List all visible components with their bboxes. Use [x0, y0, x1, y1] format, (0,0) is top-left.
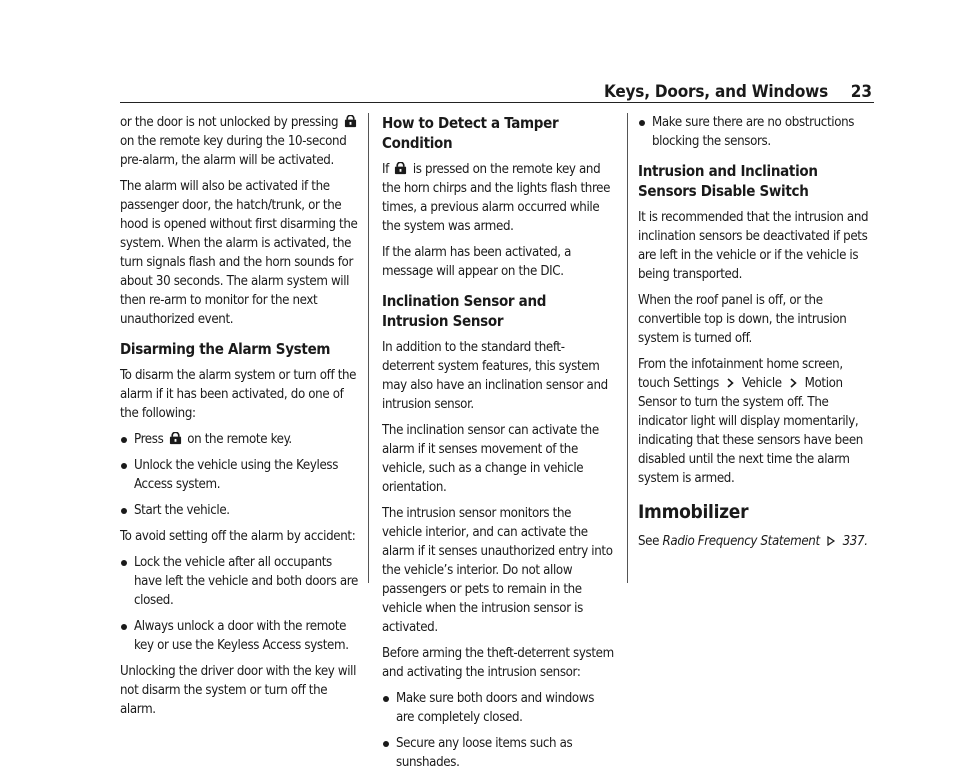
heading-immobilizer: Immobilizer — [638, 501, 749, 523]
paragraph: To disarm the alarm system or turn off the alarm if it has been activated, do one of the following: — [120, 368, 357, 421]
list-item: Secure any loose items such as sunshades. — [382, 734, 614, 772]
column-2 — [382, 113, 614, 779]
column-divider — [627, 113, 628, 583]
chevron-right-icon — [725, 378, 735, 388]
list-item-text: Press — [134, 432, 164, 447]
paragraph-text: on the remote key during the 10-second pre-alarm, the alarm will be activated. — [120, 134, 347, 168]
paragraph: In addition to the standard theft-deterrent system features, this system may also have an inclination sensor and intrusion sensor. — [382, 340, 608, 412]
lock-icon — [344, 115, 357, 128]
list-item-text: on the remote key. — [187, 432, 292, 447]
paragraph-text: If — [382, 162, 389, 177]
paragraph: If the alarm has been activated, a message will appear on the DIC. — [382, 245, 572, 279]
paragraph — [638, 355, 874, 488]
page-header — [120, 80, 874, 104]
heading-sensors-disable-switch: Intrusion and Inclination Sensors Disable Switch — [638, 162, 818, 200]
lock-icon — [394, 162, 407, 175]
column-1 — [120, 113, 360, 726]
chevron-right-icon — [788, 378, 798, 388]
heading-tamper-condition: How to Detect a Tamper Condition — [382, 114, 559, 152]
paragraph: Unlocking the driver door with the key will not disarm the system or turn off the alarm. — [120, 664, 357, 717]
lock-icon — [169, 432, 182, 445]
page-reference-icon — [826, 536, 836, 546]
reference-link[interactable]: Radio Frequency Statement — [662, 534, 820, 549]
paragraph-text: Vehicle — [741, 376, 782, 391]
paragraph: When the roof panel is off, or the convertible top is down, the intrusion system is turned off. — [638, 293, 847, 346]
list-item: Always unlock a door with the remote key or use the Keyless Access system. — [120, 617, 360, 655]
heading-disarming-alarm: Disarming the Alarm System — [120, 340, 331, 358]
reference-page-number[interactable]: 337. — [842, 534, 868, 549]
section-title: Keys, Doors, and Windows — [603, 82, 828, 102]
paragraph: The intrusion sensor monitors the vehicle interior, and can activate the alarm if it senses unauthorized entry into the vehicle’s interior. Do not allow passengers or pets to remain in the vehicle when the intrusion sensor is activated. — [382, 506, 613, 635]
list-item — [120, 430, 360, 449]
list-item: Make sure there are no obstructions blocking the sensors. — [638, 113, 874, 151]
paragraph-text: is pressed on the remote key and the horn chirps and the lights flash three times, a previous alarm occurred while the system was armed. — [382, 162, 611, 234]
paragraph: The inclination sensor can activate the alarm if it senses movement of the vehicle, such as a change in vehicle orientation. — [382, 423, 599, 495]
see-label: See — [638, 534, 660, 549]
paragraph: It is recommended that the intrusion and inclination sensors be deactivated if pets are left in the vehicle or if the vehicle is being transported. — [638, 210, 869, 282]
header-rule — [120, 102, 874, 103]
list-item: Lock the vehicle after all occupants have left the vehicle and both doors are closed. — [120, 553, 360, 610]
paragraph-text: Motion Sensor to turn the system off. The indicator light will display momentarily, indicating that these sensors have been disabled until the next time the alarm system is armed. — [638, 376, 863, 486]
paragraph: To avoid setting off the alarm by accident: — [120, 529, 356, 544]
list-item: Make sure both doors and windows are completely closed. — [382, 689, 614, 727]
list-item: Start the vehicle. — [120, 501, 360, 520]
cross-reference — [638, 532, 874, 551]
page-number: 23 — [850, 82, 872, 102]
paragraph-text: or the door is not unlocked by pressing — [120, 115, 339, 130]
column-divider — [368, 113, 369, 583]
column-3 — [638, 113, 874, 558]
paragraph — [120, 113, 360, 170]
paragraph: Before arming the theft-deterrent system and activating the intrusion sensor: — [382, 646, 614, 680]
paragraph-text: From the infotainment home screen, touch Settings — [638, 357, 843, 391]
list-item: Unlock the vehicle using the Keyless Access system. — [120, 456, 360, 494]
paragraph: The alarm will also be activated if the passenger door, the hatch/trunk, or the hood is opened without first disarming the system. When the alarm is activated, the turn signals flash and the horn sounds for about 30 seconds. The alarm system will then re-arm to monitor for the next unauthorized event. — [120, 179, 358, 327]
paragraph — [382, 160, 614, 236]
heading-inclination-intrusion: Inclination Sensor and Intrusion Sensor — [382, 292, 547, 330]
